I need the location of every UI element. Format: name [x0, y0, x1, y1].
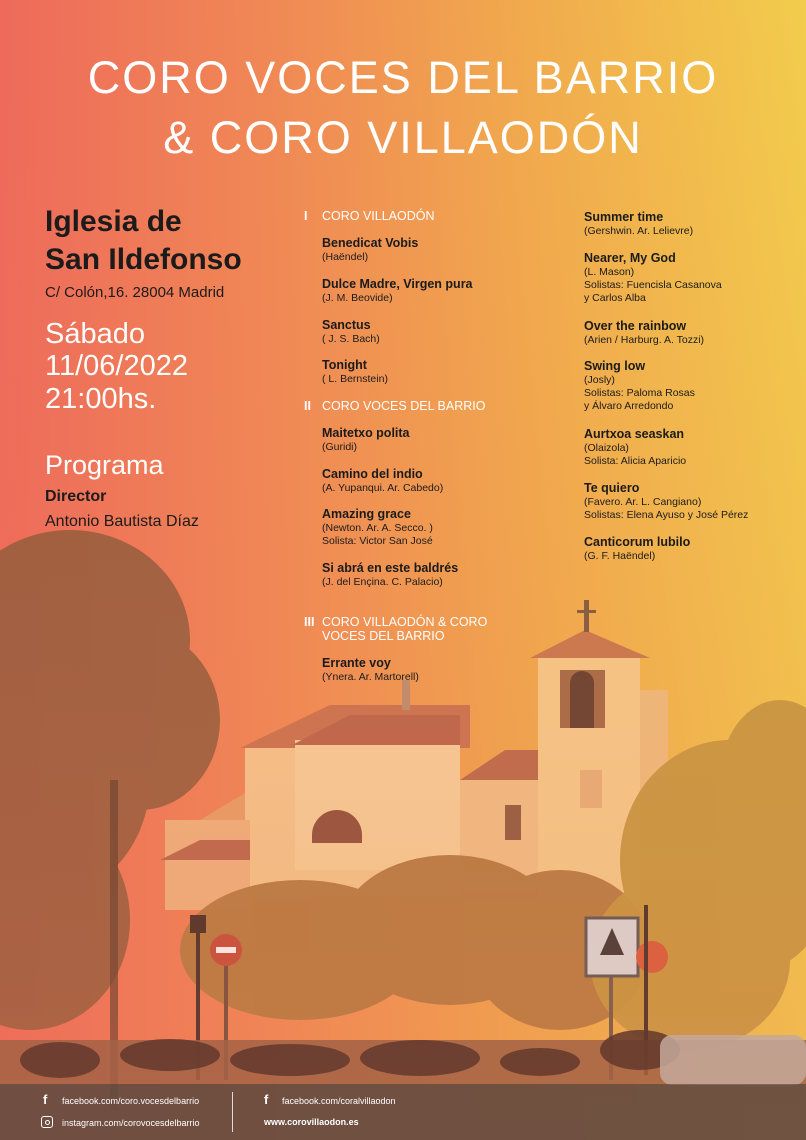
event-date: 11/06/2022	[45, 350, 188, 382]
piece-title: Te quiero	[584, 481, 640, 495]
piece-credit: (Josly)	[584, 374, 615, 386]
program-item	[322, 656, 419, 684]
piece-credit: (Gershwin. Ar. Lelievre)	[584, 225, 694, 237]
director-name: Antonio Bautista Díaz	[45, 513, 199, 530]
piece-credit: (J. M. Beovide)	[322, 292, 393, 304]
program-item	[322, 277, 473, 305]
section-header-1	[304, 209, 435, 223]
piece-credit: (J. del Ençina. C. Palacio)	[322, 576, 443, 588]
program-item	[322, 507, 433, 548]
footer-facebook-link-1[interactable]: facebook.com/coro.vocesdelbarrio	[62, 1096, 200, 1106]
venue-name-line2: San Ildefonso	[45, 243, 242, 276]
program-item	[584, 427, 686, 468]
piece-soloist: Solistas: Elena Ayuso y José Pérez	[584, 509, 749, 521]
section-number: III	[304, 615, 315, 629]
section-name: CORO VILLAODÓN & CORO	[322, 615, 488, 629]
section-name: CORO VOCES DEL BARRIO	[322, 399, 486, 413]
program-item	[322, 561, 458, 589]
venue-name-line1: Iglesia de	[45, 205, 182, 238]
piece-title: Tonight	[322, 358, 367, 372]
program-item	[584, 535, 690, 563]
event-day: Sábado	[45, 318, 145, 350]
piece-credit: (A. Yupanqui. Ar. Cabedo)	[322, 482, 444, 494]
piece-title: Sanctus	[322, 318, 371, 332]
footer-facebook-link-2[interactable]: facebook.com/coralvillaodon	[282, 1096, 396, 1106]
piece-title: Swing low	[584, 359, 646, 373]
piece-title: Camino del indio	[322, 467, 423, 481]
facebook-icon: f	[43, 1092, 48, 1107]
piece-soloist-cont: y Álvaro Arredondo	[584, 400, 674, 412]
piece-credit: ( J. S. Bach)	[322, 333, 380, 345]
instagram-icon	[41, 1116, 53, 1128]
piece-credit: (Arien / Harburg. A. Tozzi)	[584, 334, 705, 346]
piece-credit: (Haëndel)	[322, 251, 369, 263]
piece-title: Canticorum lubilo	[584, 535, 691, 549]
piece-title: Dulce Madre, Virgen pura	[322, 277, 473, 291]
piece-credit: ( L. Bernstein)	[322, 373, 388, 385]
piece-soloist: Solista: Victor San José	[322, 535, 433, 547]
piece-soloist: Solistas: Paloma Rosas	[584, 387, 695, 399]
section-name: CORO VILLAODÓN	[322, 209, 435, 223]
footer-instagram-link[interactable]: instagram.com/corovocesdelbarrio	[62, 1118, 200, 1128]
facebook-icon: f	[264, 1092, 269, 1107]
piece-credit: (Ynera. Ar. Martorell)	[322, 671, 419, 683]
piece-title: Si abrá en este baldrés	[322, 561, 459, 575]
piece-title: Benedicat Vobis	[322, 236, 419, 250]
program-item	[322, 467, 443, 495]
piece-title: Errante voy	[322, 656, 391, 670]
program-item	[584, 481, 748, 522]
piece-credit: (Olaizola)	[584, 442, 629, 454]
piece-title: Summer time	[584, 210, 664, 224]
program-item	[584, 319, 704, 347]
program-item	[322, 318, 380, 346]
piece-soloist: Solista: Alicia Aparicio	[584, 455, 687, 467]
piece-credit: (Newton. Ar. A. Secco. )	[322, 522, 433, 534]
piece-soloist-cont: y Carlos Alba	[584, 292, 646, 304]
footer-divider	[232, 1092, 233, 1132]
piece-credit: (Guridi)	[322, 441, 358, 453]
program-item	[584, 359, 695, 413]
piece-title: Amazing grace	[322, 507, 411, 521]
program-item	[322, 236, 418, 264]
section-header-3	[304, 615, 487, 643]
footer-website-link[interactable]: www.corovillaodon.es	[264, 1117, 359, 1127]
piece-soloist: Solistas: Fuencisla Casanova	[584, 279, 722, 291]
section-header-2	[304, 399, 485, 413]
poster-title-line1: CORO VOCES DEL BARRIO	[87, 52, 719, 103]
program-item	[322, 358, 388, 386]
program-item	[584, 251, 722, 305]
piece-title: Nearer, My God	[584, 251, 676, 265]
piece-title: Maitetxo polita	[322, 426, 410, 440]
program-item	[322, 426, 410, 454]
program-item	[584, 210, 693, 238]
piece-title: Aurtxoa seaskan	[584, 427, 685, 441]
section-number: I	[304, 209, 308, 223]
poster-title-line2: & CORO VILLAODÓN	[163, 112, 643, 163]
program-heading: Programa	[45, 450, 164, 480]
piece-title: Over the rainbow	[584, 319, 687, 333]
event-time: 21:00hs.	[45, 383, 157, 415]
director-label: Director	[45, 488, 107, 505]
section-name-cont: VOCES DEL BARRIO	[322, 629, 445, 643]
venue-address: C/ Colón,16. 28004 Madrid	[45, 284, 225, 301]
section-number: II	[304, 399, 311, 413]
piece-credit: (L. Mason)	[584, 266, 635, 278]
footer-bar	[0, 1084, 806, 1140]
piece-credit: (G. F. Haëndel)	[584, 550, 656, 562]
piece-credit: (Favero. Ar. L. Cangiano)	[584, 496, 702, 508]
